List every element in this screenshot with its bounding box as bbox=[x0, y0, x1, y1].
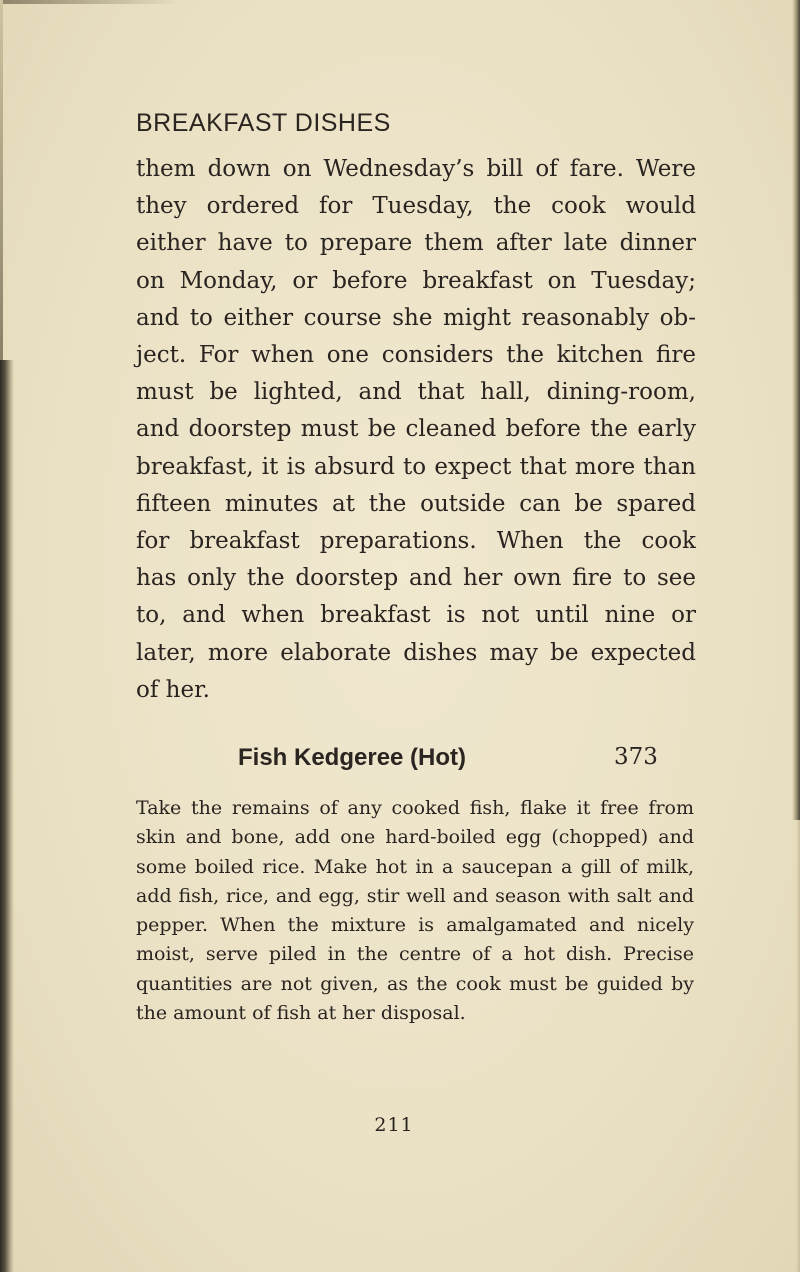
body-line: has only the doorstep and her own fire to see bbox=[136, 565, 696, 592]
body-line: and doorstep must be cleaned before the early bbox=[136, 416, 696, 443]
recipe-line: moist, serve piled in the centre of a hot dish. Precise bbox=[136, 943, 694, 966]
body-line: to, and when breakfast is not until nine or bbox=[136, 602, 696, 629]
body-line: of her. bbox=[136, 676, 210, 703]
recipe-line: quantities are not given, as the cook must be guided by bbox=[136, 972, 694, 995]
body-line: ject. For when one considers the kitchen fire bbox=[136, 342, 696, 369]
body-line: they ordered for Tuesday, the cook would bbox=[136, 193, 696, 220]
body-line: them down on Wednesday’s bill of fare. Were bbox=[136, 156, 696, 182]
recipe-line: skin and bone, add one hard-boiled egg (chopped) and bbox=[136, 826, 694, 849]
recipe-line: add fish, rice, and egg, stir well and season with salt and bbox=[136, 884, 694, 907]
recipe-line: pepper. When the mixture is amalgamated and nicely bbox=[136, 914, 694, 937]
page-number: 211 bbox=[374, 1114, 414, 1136]
recipe-line: some boiled rice. Make hot in a saucepan a gill of milk, bbox=[136, 855, 694, 878]
body-line: later, more elaborate dishes may be expected bbox=[136, 639, 696, 666]
page-right-edge-lower bbox=[796, 820, 800, 1272]
running-head: BREAKFAST DISHES bbox=[136, 109, 391, 137]
page-top-edge bbox=[0, 0, 180, 4]
body-line: either have to prepare them after late dinner bbox=[136, 230, 696, 257]
body-line: for breakfast preparations. When the cook bbox=[136, 528, 696, 555]
binding-shadow bbox=[0, 360, 14, 1272]
body-paragraph bbox=[136, 151, 696, 709]
body-line: on Monday, or before breakfast on Tuesday; bbox=[136, 267, 696, 294]
body-line: breakfast, it is absurd to expect that more than bbox=[136, 453, 696, 480]
recipe-line: the amount of fish at her disposal. bbox=[136, 1002, 466, 1025]
recipe-line: Take the remains of any cooked fish, flake it free from bbox=[136, 797, 694, 819]
body-line: fifteen minutes at the outside can be spared bbox=[136, 490, 696, 517]
recipe-title: Fish Kedgeree (Hot) bbox=[238, 744, 467, 771]
page-left-edge bbox=[0, 0, 3, 360]
page-right-edge bbox=[792, 0, 800, 820]
body-line: must be lighted, and that hall, dining-room, bbox=[136, 379, 696, 406]
recipe-paragraph bbox=[136, 794, 694, 1028]
recipe-number: 373 bbox=[614, 744, 658, 770]
body-line: and to either course she might reasonably ob- bbox=[136, 304, 696, 331]
